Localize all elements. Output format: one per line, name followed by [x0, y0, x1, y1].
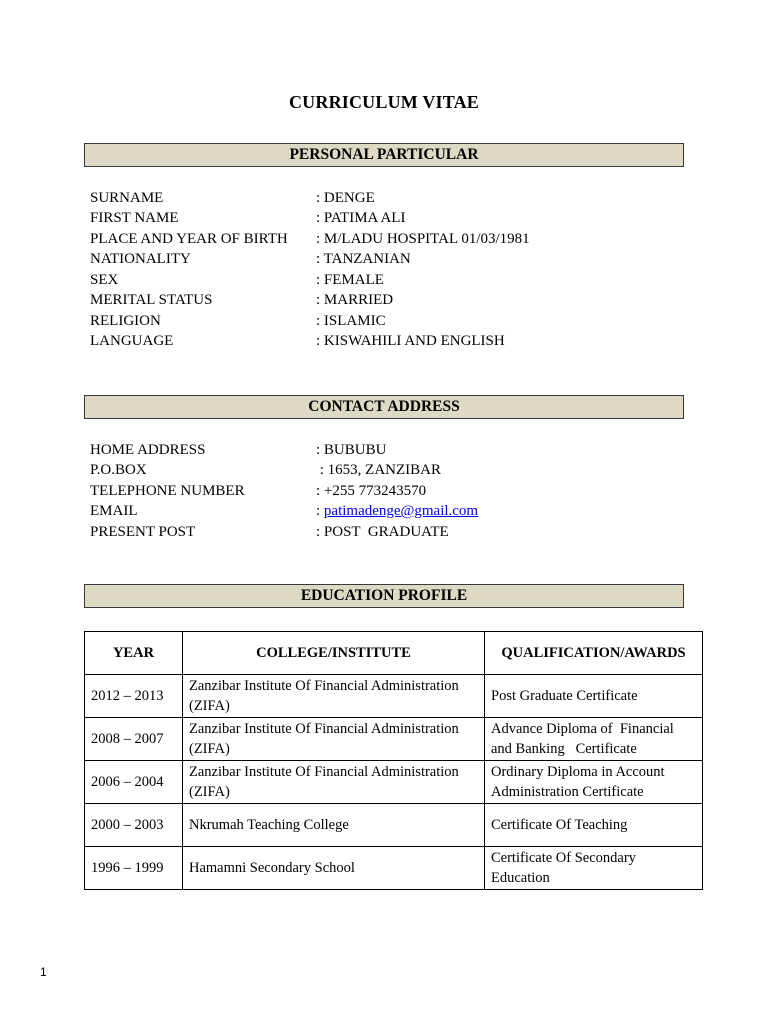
- award-cell: Post Graduate Certificate: [485, 675, 703, 718]
- college-cell: Hamamni Secondary School: [183, 847, 485, 890]
- birth-label: PLACE AND YEAR OF BIRTH: [90, 231, 288, 247]
- contact-address-heading: CONTACT ADDRESS: [84, 395, 684, 419]
- year-cell: 2008 – 2007: [85, 718, 183, 761]
- table-row: [85, 761, 703, 804]
- first-name-row: [90, 208, 690, 228]
- marital-status-value: : MARRIED: [316, 292, 394, 308]
- marital-status-label: MERITAL STATUS: [90, 292, 213, 308]
- present-post-label: PRESENT POST: [90, 524, 196, 540]
- religion-value: : ISLAMIC: [316, 313, 386, 329]
- education-profile-heading: EDUCATION PROFILE: [84, 584, 684, 608]
- telephone-row: [90, 481, 690, 501]
- email-prefix: :: [316, 503, 324, 519]
- year-column-header: YEAR: [85, 632, 183, 675]
- email-label: EMAIL: [90, 503, 138, 519]
- birth-row: [90, 229, 690, 249]
- home-address-label: HOME ADDRESS: [90, 442, 206, 458]
- telephone-label: TELEPHONE NUMBER: [90, 483, 245, 499]
- surname-label: SURNAME: [90, 190, 164, 206]
- year-cell: 1996 – 1999: [85, 847, 183, 890]
- nationality-label: NATIONALITY: [90, 251, 191, 267]
- college-column-header: COLLEGE/INSTITUTE: [183, 632, 485, 675]
- nationality-value: : TANZANIAN: [316, 251, 411, 267]
- table-row: [85, 675, 703, 718]
- surname-value: : DENGE: [316, 190, 375, 206]
- email-link[interactable]: patimadenge@gmail.com: [323, 503, 479, 519]
- po-box-value: : 1653, ZANZIBAR: [316, 462, 441, 478]
- first-name-label: FIRST NAME: [90, 210, 179, 226]
- sex-label: SEX: [90, 272, 119, 288]
- page-number: 1: [40, 965, 47, 979]
- education-table: [84, 631, 703, 890]
- first-name-value: : PATIMA ALI: [316, 210, 406, 226]
- award-cell: Certificate Of Teaching: [485, 804, 703, 847]
- personal-particular-heading: PERSONAL PARTICULAR: [84, 143, 684, 167]
- year-cell: 2006 – 2004: [85, 761, 183, 804]
- award-cell: Ordinary Diploma in Account Administration Certificate: [485, 761, 703, 804]
- po-box-label: P.O.BOX: [90, 462, 147, 478]
- table-row: [85, 804, 703, 847]
- religion-row: [90, 311, 690, 331]
- year-cell: 2012 – 2013: [85, 675, 183, 718]
- marital-status-row: [90, 290, 690, 310]
- religion-label: RELIGION: [90, 313, 161, 329]
- birth-value: : M/LADU HOSPITAL 01/03/1981: [316, 231, 530, 247]
- po-box-row: [90, 460, 690, 480]
- sex-row: [90, 270, 690, 290]
- year-cell: 2000 – 2003: [85, 804, 183, 847]
- college-cell: Nkrumah Teaching College: [183, 804, 485, 847]
- college-cell: Zanzibar Institute Of Financial Administration (ZIFA): [183, 675, 485, 718]
- award-cell: Advance Diploma of Financial and Banking Certificate: [485, 718, 703, 761]
- award-cell: Certificate Of Secondary Education: [485, 847, 703, 890]
- college-cell: Zanzibar Institute Of Financial Administration (ZIFA): [183, 718, 485, 761]
- table-row: [85, 847, 703, 890]
- email-value: [316, 501, 478, 521]
- nationality-row: [90, 249, 690, 269]
- present-post-row: [90, 522, 690, 542]
- table-row: [85, 718, 703, 761]
- present-post-value: : POST GRADUATE: [316, 524, 449, 540]
- surname-row: [90, 188, 690, 208]
- college-cell: Zanzibar Institute Of Financial Administration (ZIFA): [183, 761, 485, 804]
- qualification-column-header: QUALIFICATION/AWARDS: [485, 632, 703, 675]
- telephone-value: : +255 773243570: [316, 483, 427, 499]
- email-row: [90, 501, 690, 521]
- language-label: LANGUAGE: [90, 333, 174, 349]
- page-title: CURRICULUM VITAE: [288, 92, 480, 112]
- table-header-row: [85, 632, 703, 675]
- home-address-row: [90, 440, 690, 460]
- home-address-value: : BUBUBU: [316, 442, 387, 458]
- sex-value: : FEMALE: [316, 272, 384, 288]
- language-value: : KISWAHILI AND ENGLISH: [316, 333, 505, 349]
- language-row: [90, 331, 690, 351]
